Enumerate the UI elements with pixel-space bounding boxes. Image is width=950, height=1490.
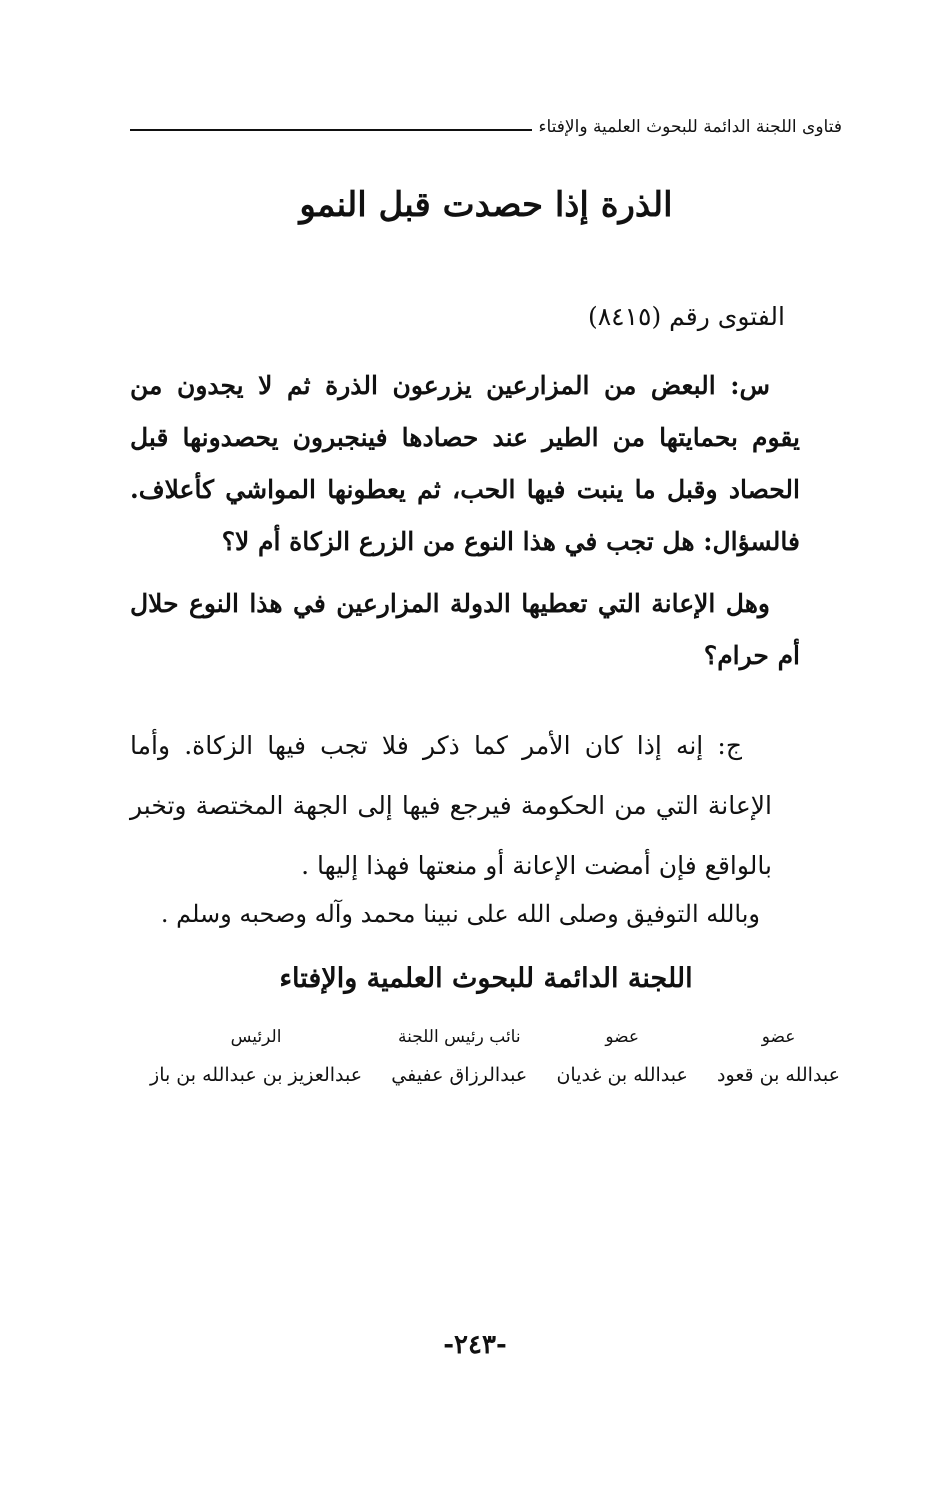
question-block: [130, 360, 800, 682]
fatwa-number: الفتوى رقم (٨٤١٥): [587, 302, 785, 331]
page-number: -٢٤٣-: [443, 1330, 507, 1360]
signatures: [150, 1025, 840, 1089]
signature-role: نائب رئيس اللجنة: [397, 1027, 521, 1047]
question-paragraph-1: س: البعض من المزارعين يزرعون الذرة ثم لا يجدون من يقوم بحمايتها من الطير عند حصادها فينجبرون يحصدونها قبل الحصاد وقبل ما ينبت فيها الحب، ثم يعطونها المواشي كأعلاف. فالسؤال: هل تجب في هذا النوع من الزرع الزكاة أم لا؟: [130, 371, 800, 556]
committee-name: اللجنة الدائمة للبحوث العلمية والإفتاء: [279, 963, 693, 994]
signature-vice-chairman: [391, 1025, 527, 1089]
signature-member-1: [717, 1025, 840, 1089]
signature-member-2: [556, 1025, 687, 1089]
question-paragraph-2: وهل الإعانة التي تعطيها الدولة المزارعين في هذا النوع حلال أم حرام؟: [130, 589, 800, 670]
signature-name: عبدالرزاق عفيفي: [391, 1064, 528, 1086]
signature-chairman: [150, 1025, 362, 1089]
header-rule: [130, 129, 532, 131]
signature-role: عضو: [761, 1027, 796, 1047]
signature-name: عبدالعزيز بن عبدالله بن باز: [150, 1064, 363, 1086]
signature-name: عبدالله بن غديان: [556, 1064, 688, 1086]
answer-paragraph: ج: إنه إذا كان الأمر كما ذكر فلا تجب فيها الزكاة. وأما الإعانة التي من الحكومة فيرجع فيها إلى الجهة المختصة وتخبر بالواقع فإن أمضت الإعانة أو منعتها فهذا إليها .: [130, 731, 772, 880]
fatwa-title: الذرة إذا حصدت قبل النمو: [299, 185, 673, 225]
running-header: [130, 112, 842, 142]
signature-role: الرئيس: [230, 1027, 282, 1047]
running-header-title: فتاوى اللجنة الدائمة للبحوث العلمية والإفتاء: [538, 117, 842, 137]
answer-block: [130, 716, 842, 896]
signature-name: عبدالله بن قعود: [717, 1064, 840, 1086]
closing-statement: وبالله التوفيق وصلى الله على نبينا محمد وآله وصحبه وسلم .: [160, 900, 760, 928]
signature-role: عضو: [605, 1027, 639, 1047]
